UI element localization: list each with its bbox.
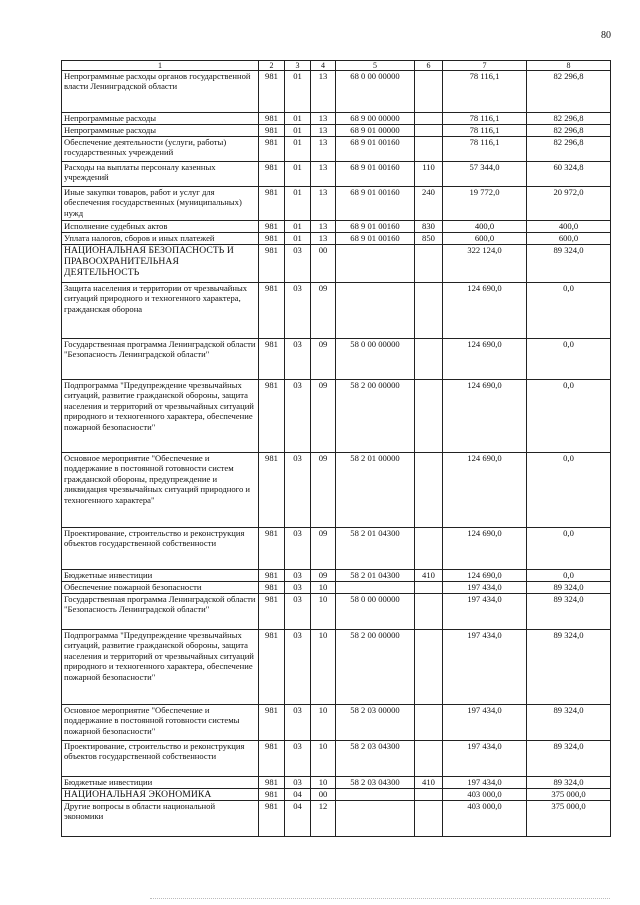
row-section: 03 [285,453,311,528]
row-name: Подпрограмма "Предупреждение чрезвычайных ситуаций, развитие гражданской обороны, защита населения и территорий от чрезвычайных ситуаций природного и техногенного характера, обеспечение пожарной безопасности" [62,630,259,705]
row-amount-year2: 400,0 [527,221,611,233]
row-admin-code: 981 [259,777,285,789]
row-expense-type [415,113,443,125]
row-section: 03 [285,594,311,630]
row-target-article [336,801,415,837]
row-admin-code: 981 [259,339,285,380]
row-section: 03 [285,570,311,582]
table-row [62,705,611,741]
column-header-2: 2 [259,61,285,71]
table-row [62,233,611,245]
row-subsection: 09 [311,380,336,453]
row-expense-type [415,789,443,801]
table-row [62,113,611,125]
column-header-8: 8 [527,61,611,71]
row-amount-year1: 57 344,0 [443,162,527,187]
row-subsection: 13 [311,125,336,137]
row-name: Проектирование, строительство и реконструкция объектов государственной собственности [62,528,259,570]
row-name: Проектирование, строительство и реконструкция объектов государственной собственности [62,741,259,777]
row-admin-code: 981 [259,221,285,233]
table-row [62,570,611,582]
row-admin-code: 981 [259,582,285,594]
row-amount-year1: 322 124,0 [443,245,527,283]
row-amount-year1: 124 690,0 [443,380,527,453]
row-section: 03 [285,283,311,339]
row-name: Другие вопросы в области национальной экономики [62,801,259,837]
row-section: 03 [285,380,311,453]
row-section: 01 [285,113,311,125]
row-expense-type: 830 [415,221,443,233]
column-header-6: 6 [415,61,443,71]
row-section: 01 [285,137,311,162]
row-admin-code: 981 [259,380,285,453]
table-row [62,801,611,837]
row-section: 04 [285,789,311,801]
row-section: 01 [285,162,311,187]
row-admin-code: 981 [259,789,285,801]
row-subsection: 13 [311,71,336,113]
row-target-article: 68 9 01 00160 [336,187,415,221]
row-name: Государственная программа Ленинградской области "Безопасность Ленинградской области" [62,339,259,380]
row-amount-year2: 0,0 [527,283,611,339]
row-amount-year2: 0,0 [527,528,611,570]
row-admin-code: 981 [259,137,285,162]
table-row [62,71,611,113]
row-amount-year2: 89 324,0 [527,741,611,777]
row-subsection: 12 [311,801,336,837]
row-subsection: 10 [311,777,336,789]
row-section: 03 [285,705,311,741]
row-admin-code: 981 [259,71,285,113]
table-row [62,789,611,801]
row-subsection: 09 [311,570,336,582]
row-expense-type [415,528,443,570]
table-row [62,528,611,570]
row-section: 01 [285,125,311,137]
row-section: 03 [285,777,311,789]
row-expense-type [415,125,443,137]
row-amount-year2: 0,0 [527,339,611,380]
row-expense-type: 110 [415,162,443,187]
row-expense-type: 410 [415,777,443,789]
row-target-article: 58 2 01 00000 [336,453,415,528]
row-section: 01 [285,187,311,221]
row-amount-year1: 124 690,0 [443,570,527,582]
row-amount-year2: 0,0 [527,380,611,453]
row-expense-type: 240 [415,187,443,221]
row-amount-year1: 19 772,0 [443,187,527,221]
row-name: Непрограммные расходы органов государственной власти Ленинградской области [62,71,259,113]
row-expense-type: 850 [415,233,443,245]
row-amount-year2: 375 000,0 [527,789,611,801]
row-amount-year2: 89 324,0 [527,245,611,283]
row-expense-type [415,339,443,380]
row-subsection: 13 [311,187,336,221]
row-amount-year1: 197 434,0 [443,582,527,594]
row-section: 03 [285,339,311,380]
row-subsection: 09 [311,339,336,380]
row-admin-code: 981 [259,125,285,137]
row-amount-year1: 78 116,1 [443,137,527,162]
row-amount-year1: 600,0 [443,233,527,245]
row-admin-code: 981 [259,162,285,187]
row-admin-code: 981 [259,801,285,837]
row-amount-year2: 20 972,0 [527,187,611,221]
column-header-3: 3 [285,61,311,71]
row-name: Расходы на выплаты персоналу казенных учреждений [62,162,259,187]
row-expense-type [415,380,443,453]
row-amount-year2: 375 000,0 [527,801,611,837]
row-target-article [336,283,415,339]
column-header-5: 5 [336,61,415,71]
row-subsection: 00 [311,789,336,801]
row-amount-year1: 124 690,0 [443,528,527,570]
row-admin-code: 981 [259,113,285,125]
table-row [62,187,611,221]
row-name: Бюджетные инвестиции [62,777,259,789]
row-name: Государственная программа Ленинградской области "Безопасность Ленинградской области" [62,594,259,630]
row-expense-type [415,245,443,283]
row-admin-code: 981 [259,570,285,582]
row-name: Непрограммные расходы [62,125,259,137]
header-row [62,61,611,71]
row-target-article [336,245,415,283]
table-row [62,221,611,233]
row-section: 03 [285,528,311,570]
row-amount-year1: 124 690,0 [443,339,527,380]
row-name: Иные закупки товаров, работ и услуг для обеспечения государственных (муниципальных) нужд [62,187,259,221]
column-header-7: 7 [443,61,527,71]
row-amount-year2: 89 324,0 [527,594,611,630]
row-admin-code: 981 [259,594,285,630]
row-amount-year2: 0,0 [527,453,611,528]
row-amount-year1: 197 434,0 [443,630,527,705]
row-subsection: 13 [311,137,336,162]
table-row [62,125,611,137]
row-name: Защита населения и территории от чрезвычайных ситуаций природного и техногенного характера, гражданская оборона [62,283,259,339]
row-subsection: 13 [311,162,336,187]
row-name: Обеспечение пожарной безопасности [62,582,259,594]
row-section: 03 [285,245,311,283]
table-row [62,380,611,453]
row-subsection: 13 [311,233,336,245]
table-row [62,245,611,283]
row-name: НАЦИОНАЛЬНАЯ ЭКОНОМИКА [62,789,259,801]
column-header-4: 4 [311,61,336,71]
row-admin-code: 981 [259,283,285,339]
scan-artifact-line [150,898,610,900]
row-target-article: 58 2 00 00000 [336,380,415,453]
row-amount-year1: 197 434,0 [443,777,527,789]
row-target-article [336,789,415,801]
row-expense-type [415,705,443,741]
table-row [62,582,611,594]
row-admin-code: 981 [259,233,285,245]
row-amount-year2: 60 324,8 [527,162,611,187]
row-section: 01 [285,71,311,113]
row-expense-type [415,594,443,630]
row-subsection: 09 [311,453,336,528]
row-amount-year2: 82 296,8 [527,125,611,137]
table-row [62,162,611,187]
row-amount-year2: 600,0 [527,233,611,245]
row-amount-year1: 78 116,1 [443,71,527,113]
row-expense-type [415,582,443,594]
row-subsection: 10 [311,582,336,594]
row-amount-year2: 89 324,0 [527,777,611,789]
row-name: НАЦИОНАЛЬНАЯ БЕЗОПАСНОСТЬ И ПРАВООХРАНИТЕЛЬНАЯ ДЕЯТЕЛЬНОСТЬ [62,245,259,283]
row-name: Обеспечение деятельности (услуги, работы) государственных учреждений [62,137,259,162]
table-row [62,339,611,380]
row-section: 01 [285,233,311,245]
table-row [62,741,611,777]
row-expense-type [415,283,443,339]
row-amount-year2: 82 296,8 [527,137,611,162]
page-number: 80 [601,30,611,41]
row-target-article: 58 0 00 00000 [336,594,415,630]
row-expense-type [415,71,443,113]
row-name: Исполнение судебных актов [62,221,259,233]
row-subsection: 10 [311,594,336,630]
row-target-article: 68 9 01 00160 [336,233,415,245]
row-expense-type [415,453,443,528]
row-target-article: 68 9 01 00000 [336,125,415,137]
row-target-article: 58 2 03 00000 [336,705,415,741]
row-section: 03 [285,582,311,594]
row-amount-year1: 197 434,0 [443,594,527,630]
row-target-article: 68 9 01 00160 [336,137,415,162]
table-row [62,283,611,339]
row-expense-type [415,801,443,837]
row-amount-year2: 89 324,0 [527,705,611,741]
table-row [62,453,611,528]
row-amount-year1: 197 434,0 [443,741,527,777]
row-target-article: 68 0 00 00000 [336,71,415,113]
row-expense-type [415,137,443,162]
row-section: 03 [285,630,311,705]
row-amount-year1: 403 000,0 [443,801,527,837]
row-subsection: 10 [311,630,336,705]
row-target-article: 68 9 01 00160 [336,162,415,187]
row-subsection: 10 [311,741,336,777]
row-target-article [336,582,415,594]
row-admin-code: 981 [259,453,285,528]
row-amount-year1: 197 434,0 [443,705,527,741]
row-section: 04 [285,801,311,837]
row-target-article: 58 2 03 04300 [336,777,415,789]
row-subsection: 09 [311,283,336,339]
table-row [62,137,611,162]
row-amount-year1: 78 116,1 [443,113,527,125]
table-row [62,630,611,705]
row-amount-year2: 82 296,8 [527,113,611,125]
row-amount-year2: 89 324,0 [527,582,611,594]
table-row [62,594,611,630]
row-amount-year2: 82 296,8 [527,71,611,113]
row-subsection: 10 [311,705,336,741]
row-target-article: 68 9 00 00000 [336,113,415,125]
row-target-article: 58 0 00 00000 [336,339,415,380]
row-expense-type [415,741,443,777]
row-name: Основное мероприятие "Обеспечение и поддержание в постоянной готовности системы пожарной безопасности" [62,705,259,741]
row-admin-code: 981 [259,705,285,741]
row-amount-year2: 89 324,0 [527,630,611,705]
row-admin-code: 981 [259,245,285,283]
row-admin-code: 981 [259,528,285,570]
row-target-article: 68 9 01 00160 [336,221,415,233]
row-admin-code: 981 [259,630,285,705]
row-amount-year1: 124 690,0 [443,283,527,339]
row-subsection: 00 [311,245,336,283]
row-subsection: 13 [311,221,336,233]
row-amount-year1: 78 116,1 [443,125,527,137]
row-name: Подпрограмма "Предупреждение чрезвычайных ситуаций, развитие гражданской обороны, защита населения и территорий от чрезвычайных ситуаций природного и техногенного характера, обеспечение пожарной безопасности" [62,380,259,453]
row-name: Бюджетные инвестиции [62,570,259,582]
row-target-article: 58 2 00 00000 [336,630,415,705]
row-expense-type: 410 [415,570,443,582]
row-amount-year1: 124 690,0 [443,453,527,528]
row-admin-code: 981 [259,187,285,221]
row-expense-type [415,630,443,705]
row-amount-year1: 403 000,0 [443,789,527,801]
row-section: 01 [285,221,311,233]
table-row [62,777,611,789]
row-name: Основное мероприятие "Обеспечение и поддержание в постоянной готовности систем гражданской обороны, предупреждение и ликвидация чрезвычайных ситуаций природного и техногенного характера" [62,453,259,528]
row-name: Непрограммные расходы [62,113,259,125]
row-admin-code: 981 [259,741,285,777]
row-subsection: 09 [311,528,336,570]
budget-table [61,60,611,837]
row-subsection: 13 [311,113,336,125]
row-name: Уплата налогов, сборов и иных платежей [62,233,259,245]
row-target-article: 58 2 01 04300 [336,570,415,582]
column-header-1: 1 [62,61,259,71]
row-amount-year2: 0,0 [527,570,611,582]
row-target-article: 58 2 01 04300 [336,528,415,570]
row-target-article: 58 2 03 04300 [336,741,415,777]
row-section: 03 [285,741,311,777]
row-amount-year1: 400,0 [443,221,527,233]
